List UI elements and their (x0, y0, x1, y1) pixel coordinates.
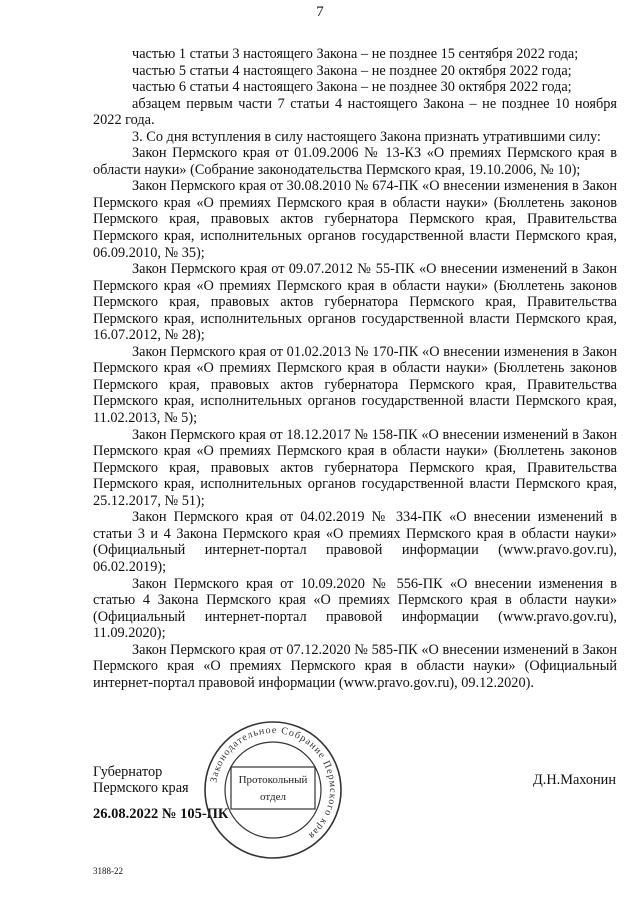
paragraph: частью 5 статьи 4 настоящего Закона – не позднее 20 октября 2022 года; (132, 62, 572, 79)
paragraph: Закон Пермского края от 01.09.2006 № 13-КЗ «О премиях Пермского края в области науки» (Собрание законодательства Пермского края, 19.10.2006, № 10); (93, 145, 617, 178)
paragraph: Закон Пермского края от 01.02.2013 № 170-ПК «О внесении изменения в Закон Пермского края «О премиях Пермского края в области науки» (Бюллетень законов Пермского края, правовых актов губернатора Пермского края, Правительства Пермского края, исполнительных органов государственной власти Пермского края, 11.02.2013, № 5); (93, 343, 617, 427)
stamp-seal (198, 715, 348, 865)
signatory-title-line2: Пермского края (93, 780, 189, 796)
document-body (93, 46, 617, 691)
paragraph: частью 6 статьи 4 настоящего Закона – не позднее 30 октября 2022 года; (132, 79, 572, 96)
paragraph: Закон Пермского края от 18.12.2017 № 158-ПК «О внесении изменений в Закон Пермского края «О премиях Пермского края в области науки» (Бюллетень законов Пермского края, правовых актов губернатора Пермского края, Правительства Пермского края, исполнительных органов государственной власти Пермского края, 25.12.2017, № 51); (93, 426, 617, 509)
signatory-title (93, 764, 189, 796)
paragraph: 3. Со дня вступления в силу настоящего Закона признать утратившими силу: (132, 128, 601, 145)
page-number: 7 (316, 4, 324, 20)
law-date-number: 26.08.2022 № 105-ПК (93, 806, 229, 822)
paragraph: Закон Пермского края от 07.12.2020 № 585-ПК «О внесении изменений в Закон Пермского края «О премиях Пермского края в области науки» (Официальный интернет-портал правовой информации (www.pravo.gov.ru), 09.12.2020). (93, 641, 617, 691)
paragraph: Закон Пермского края от 30.08.2010 № 674-ПК «О внесении изменения в Закон Пермского края «О премиях Пермского края в области науки» (Бюллетень законов Пермского края, правовых актов губернатора Пермского края, Правительства Пермского края, исполнительных органов государственной власти Пермского края, 06.09.2010, № 35); (93, 178, 617, 261)
stamp-inner-line2: отдел (260, 791, 286, 803)
paragraph: Закон Пермского края от 10.09.2020 № 556-ПК «О внесении изменения в статью 4 Закона Пермского края «О премиях Пермского края в области науки» (Официальный интернет-портал правовой информации (www.pravo.gov.ru), 11.09.2020); (93, 575, 617, 642)
stamp-inner-line1: Протокольный (238, 774, 308, 786)
paragraph: Закон Пермского края от 04.02.2019 № 334-ПК «О внесении изменений в статьи 3 и 4 Закона Пермского края «О премиях Пермского края в области науки» (Официальный интернет-портал правовой информации (www.pravo.gov.ru), 06.02.2019); (93, 509, 617, 575)
document-code: 3188-22 (93, 866, 123, 876)
paragraph: частью 1 статьи 3 настоящего Закона – не позднее 15 сентября 2022 года; (132, 46, 579, 62)
signatory-title-line1: Губернатор (93, 764, 163, 780)
paragraph: Закон Пермского края от 09.07.2012 № 55-ПК «О внесении изменений в Закон Пермского края «О премиях Пермского края в области науки» (Бюллетень законов Пермского края, правовых актов губернатора Пермского края, Правительства Пермского края, исполнительных органов государственной власти Пермского края, 16.07.2012, № 28); (93, 261, 617, 344)
paragraph: абзацем первым части 7 статьи 4 настоящего Закона – не позднее 10 ноября 2022 года. (93, 95, 617, 129)
signatory-name: Д.Н.Махонин (533, 772, 616, 788)
stamp-ring-text: Законодательное Собрание Пермского края (208, 724, 339, 842)
